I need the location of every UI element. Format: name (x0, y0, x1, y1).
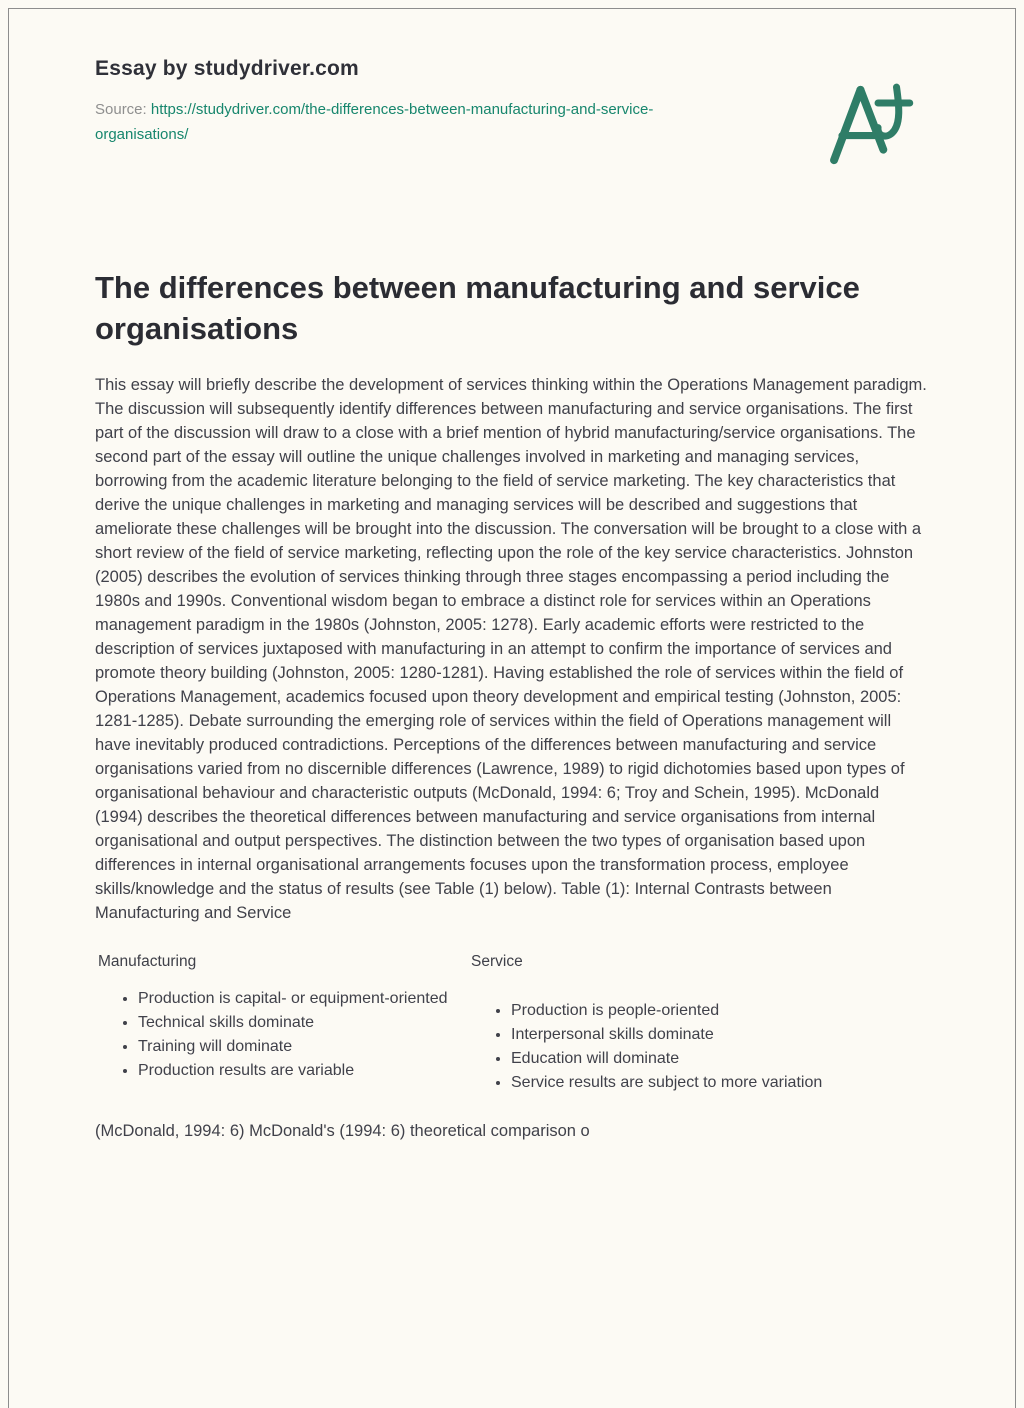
source-label: Source: (95, 101, 147, 118)
manufacturing-column (95, 953, 468, 1095)
header-text-block (95, 57, 740, 147)
studydriver-logo-icon (827, 79, 915, 171)
comparison-table (95, 953, 929, 1095)
list-item: • Production is capital- or equipment-oriented (138, 987, 468, 1011)
list-item: • Training will dominate (138, 1035, 468, 1059)
brand-heading: Essay by studydriver.com (95, 57, 359, 80)
list-item: • Technical skills dominate (138, 1011, 468, 1035)
list-item: • Interpersonal skills dominate (511, 1023, 929, 1047)
service-column (468, 953, 929, 1095)
manufacturing-header: Manufacturing (98, 953, 197, 970)
source-link[interactable]: https://studydriver.com/the-differences-between-manufacturing-and-service-organisations/ (95, 101, 654, 143)
closing-citation: (McDonald, 1994: 6) McDonald's (1994: 6) theoretical comparison o (95, 1122, 590, 1140)
service-list (468, 999, 929, 1095)
list-item: • Education will dominate (511, 1047, 929, 1071)
essay-title: The differences between manufacturing and service organisations (95, 270, 860, 346)
page-border-frame (8, 8, 1016, 1408)
list-item: • Service results are subject to more variation (511, 1071, 929, 1095)
manufacturing-list (95, 987, 468, 1083)
list-item: • Production results are variable (138, 1059, 468, 1083)
source-line (95, 97, 740, 147)
service-header: Service (471, 953, 523, 970)
essay-body: This essay will briefly describe the development of services thinking within the Operations Management paradigm. The discussion will subsequently identify differences between manufacturing and service organisations. The first part of the discussion will draw to a close with a brief mention of hybrid manufacturing/service organisations. The second part of the essay will outline the unique challenges involved in marketing and managing services, borrowing from the academic literature belonging to the field of service marketing. The key characteristics that derive the unique challenges in marketing and managing services will be described and suggestions that ameliorate these challenges will be brought into the discussion. The conversation will be brought to a close with a short review of the field of service marketing, reflecting upon the role of the key service characteristics. Johnston (2005) describes the evolution of services thinking through three stages encompassing a period including the 1980s and 1990s. Conventional wisdom began to embrace a distinct role for services within an Operations management paradigm in the 1980s (Johnston, 2005: 1278). Early academic efforts were restricted to the description of services juxtaposed with manufacturing in an attempt to confirm the importance of services and promote theory building (Johnston, 2005: 1280-1281). Having established the role of services within the field of Operations Management, academics focused upon theory development and empirical testing (Johnston, 2005: 1281-1285). Debate surrounding the emerging role of services within the field of Operations management will have inevitably produced contradictions. Perceptions of the differences between manufacturing and service organisations varied from no discernible differences (Lawrence, 1989) to rigid dichotomies based upon types of organisational behaviour and characteristic outputs (McDonald, 1994: 6; Troy and Schein, 1995). McDonald (1994) describes the theoretical differences between manufacturing and service organisations from internal organisational and output perspectives. The distinction between the two types of organisation based upon differences in internal organisational arrangements focuses upon the transformation process, employee skills/knowledge and the status of results (see Table (1) below). Table (1): Internal Contrasts between Manufacturing and Service (95, 376, 927, 922)
page-header (95, 9, 929, 171)
list-item: • Production is people-oriented (511, 999, 929, 1023)
